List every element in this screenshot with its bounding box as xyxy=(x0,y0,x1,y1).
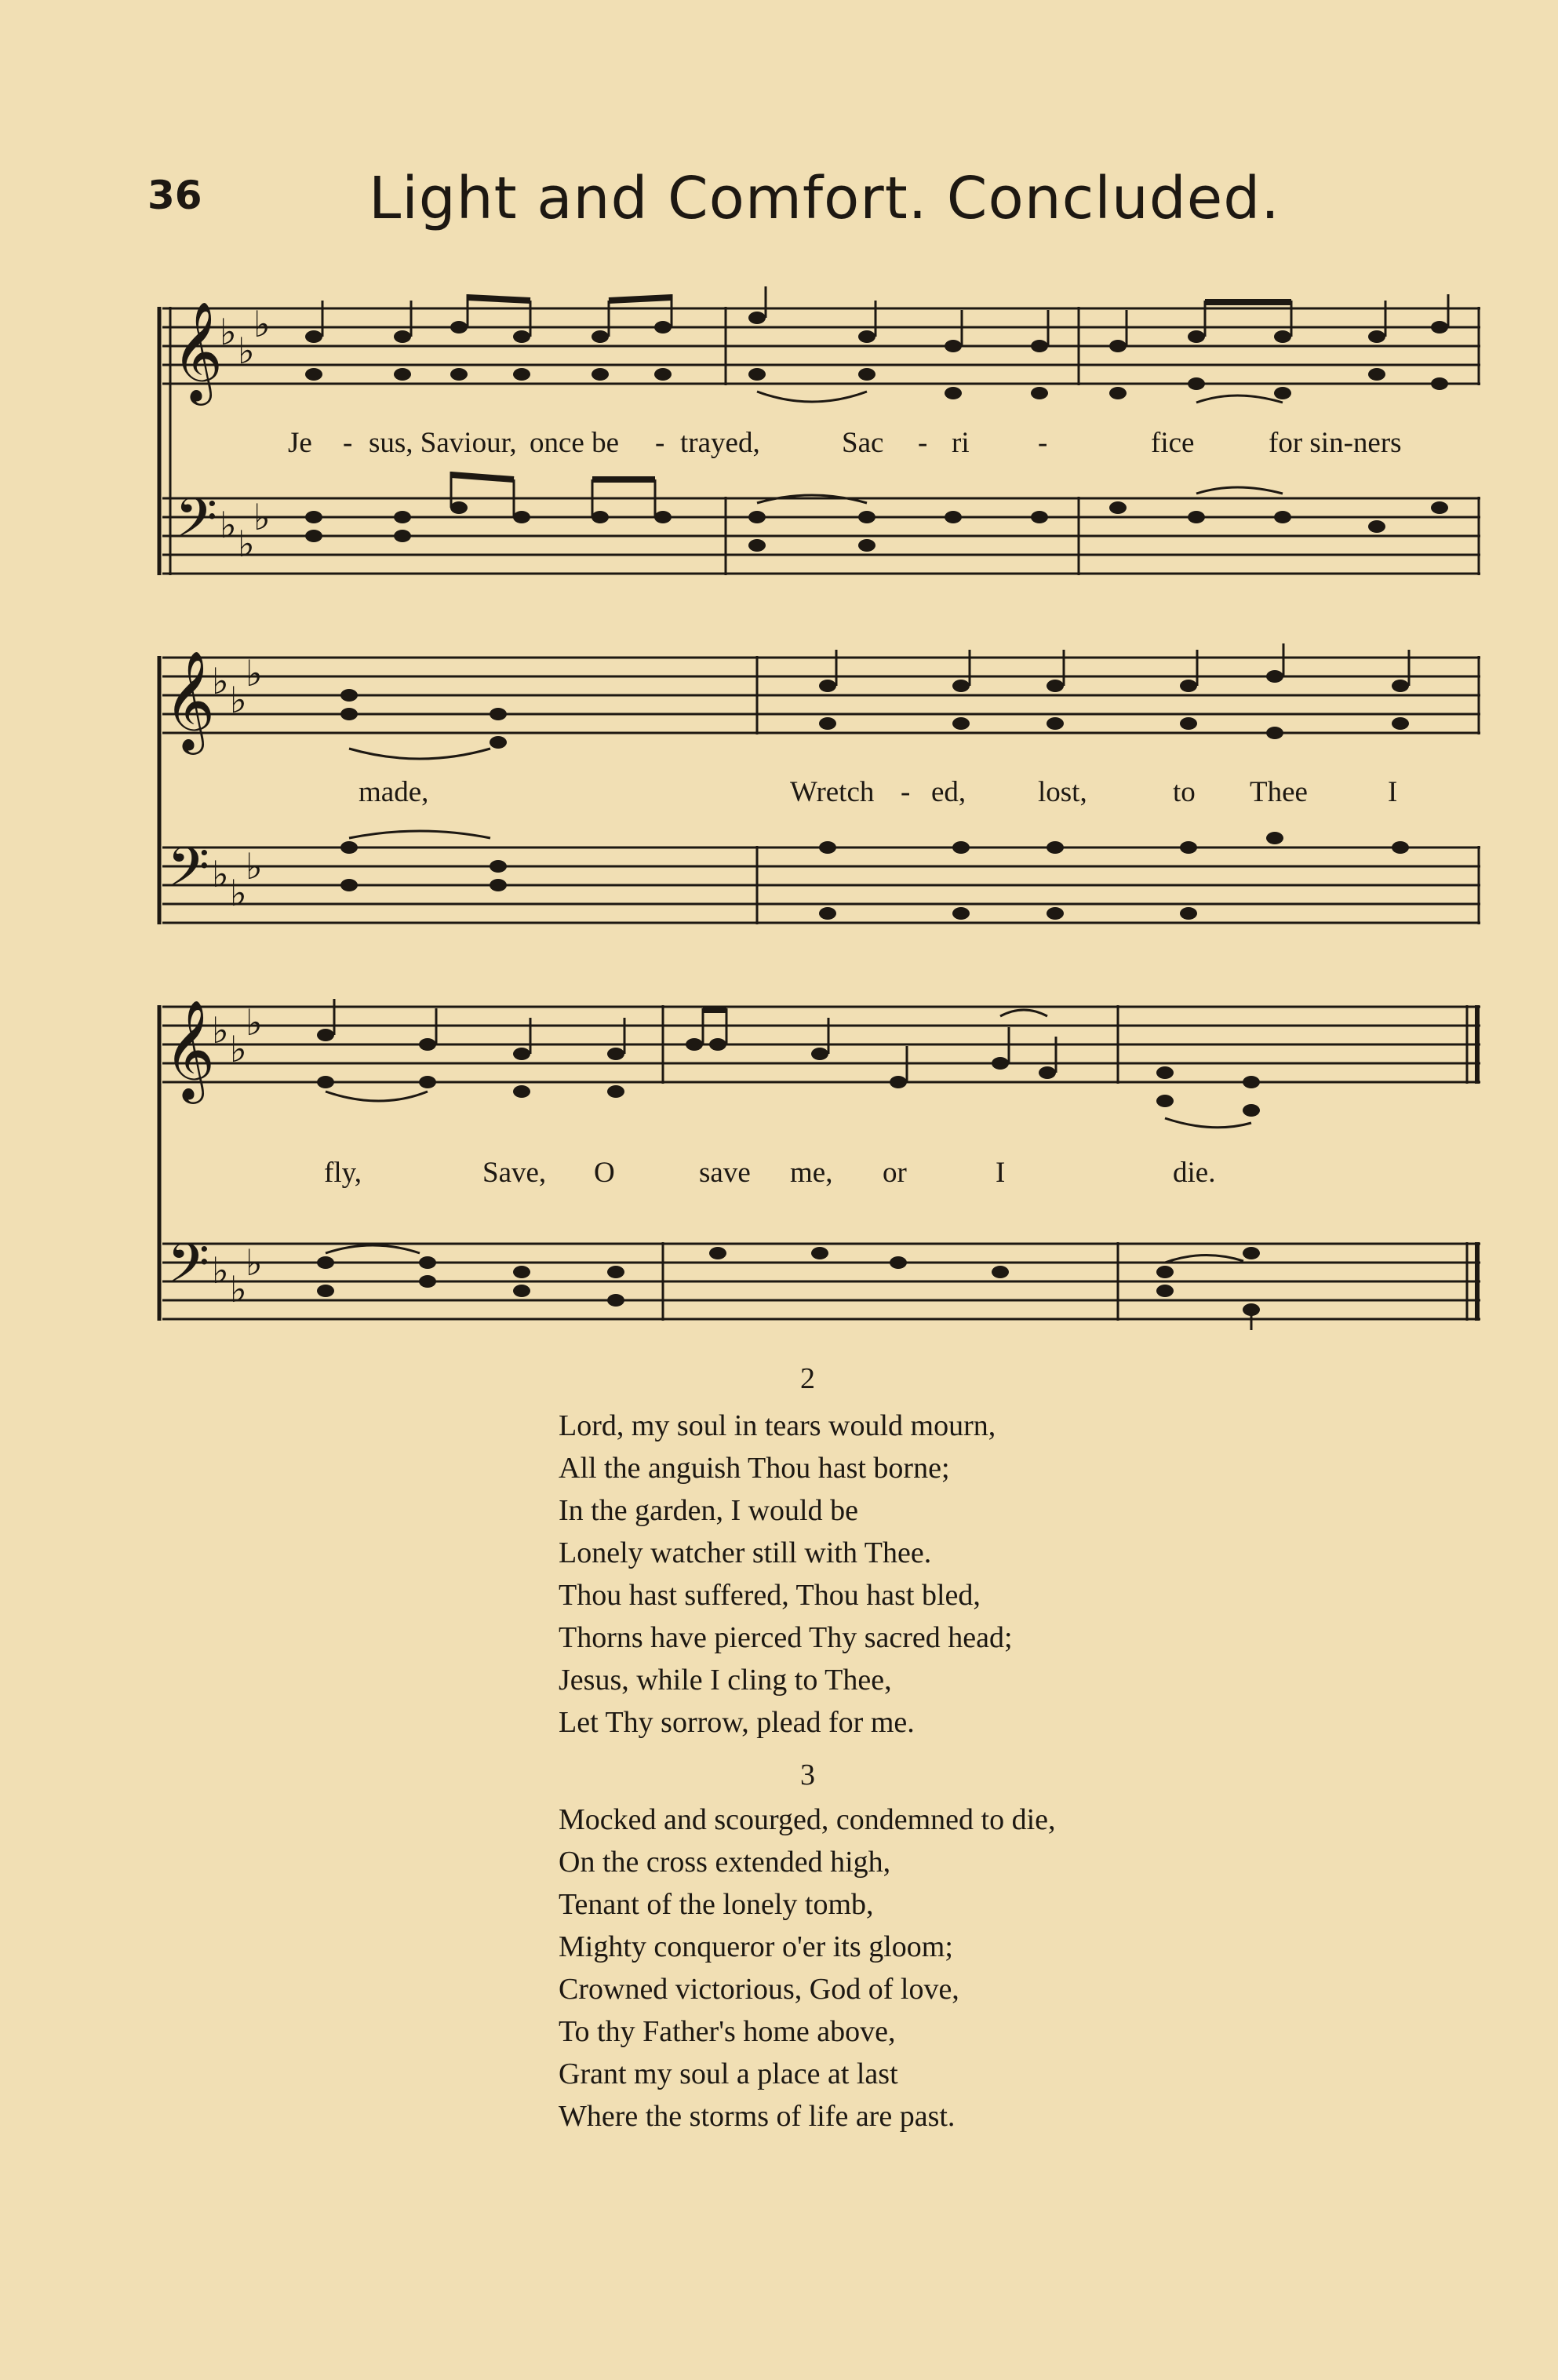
music-system-3 xyxy=(153,985,1487,1330)
svg-text:♭: ♭ xyxy=(246,1241,263,1284)
verse-line: Thou hast suffered, Thou hast bled, xyxy=(559,1579,981,1612)
svg-text:𝄢: 𝄢 xyxy=(167,835,210,912)
svg-text:♭: ♭ xyxy=(253,303,271,345)
svg-text:♭: ♭ xyxy=(220,504,237,546)
verse-line: Grant my soul a place at last xyxy=(559,2057,898,2090)
svg-text:♭: ♭ xyxy=(220,311,237,353)
verse-line: All the anguish Thou hast borne; xyxy=(559,1452,950,1485)
lyric-syllable: O xyxy=(594,1157,615,1189)
lyric-syllable: or xyxy=(883,1157,907,1189)
lyric-syllable: fice xyxy=(1151,427,1195,459)
verse-line: Tenant of the lonely tomb, xyxy=(559,1888,874,1921)
svg-text:♭: ♭ xyxy=(253,496,271,538)
svg-text:♭: ♭ xyxy=(212,1009,229,1052)
verse-line: In the garden, I would be xyxy=(559,1494,858,1527)
lyric-hyphen: - xyxy=(918,427,928,459)
lyric-syllable: trayed, xyxy=(680,427,760,459)
lyric-syllable: Thee xyxy=(1250,776,1308,808)
verse-line: On the cross extended high, xyxy=(559,1846,891,1879)
lyric-syllable: lost, xyxy=(1038,776,1087,808)
lyric-hyphen: - xyxy=(343,427,353,459)
verse-line: Mighty conqueror o'er its gloom; xyxy=(559,1930,953,1963)
lyric-syllable: made, xyxy=(359,776,429,808)
svg-text:♭: ♭ xyxy=(230,872,247,914)
lyric-hyphen: - xyxy=(901,776,911,808)
verse-line: Lord, my soul in tears would mourn, xyxy=(559,1409,996,1442)
lyric-syllable: save xyxy=(699,1157,751,1189)
svg-text:♭: ♭ xyxy=(212,853,229,895)
lyric-syllable: fly, xyxy=(324,1157,362,1189)
verse-line: To thy Father's home above, xyxy=(559,2015,896,2048)
verse-line: Mocked and scourged, condemned to die, xyxy=(559,1803,1056,1836)
lyric-syllable: sus, Saviour, xyxy=(369,427,517,459)
verse-line: Let Thy sorrow, plead for me. xyxy=(559,1706,915,1739)
lyric-syllable: die. xyxy=(1173,1157,1216,1189)
lyric-syllable: Sac xyxy=(842,427,884,459)
music-system-1 xyxy=(153,286,1487,592)
verse-line: Where the storms of life are past. xyxy=(559,2100,956,2133)
verse-number: 3 xyxy=(800,1759,815,1791)
page-number: 36 xyxy=(147,173,202,218)
verse-line: Crowned victorious, God of love, xyxy=(559,1973,959,2006)
verse-2-text xyxy=(559,1405,1013,1744)
music-system-2 xyxy=(153,636,1487,942)
svg-text:𝄞: 𝄞 xyxy=(164,999,216,1099)
svg-text:♭: ♭ xyxy=(230,679,247,721)
lyric-syllable: Je xyxy=(288,427,312,459)
svg-text:𝄢: 𝄢 xyxy=(167,1231,210,1308)
lyric-syllable: me, xyxy=(790,1157,833,1189)
lyric-syllable: I xyxy=(996,1157,1006,1189)
lyric-syllable: I xyxy=(1388,776,1398,808)
lyric-hyphen: - xyxy=(1038,427,1048,459)
verse-line: Jesus, while I cling to Thee, xyxy=(559,1664,892,1697)
lyric-syllable: once be xyxy=(530,427,620,459)
page-title: Light and Comfort. Concluded. xyxy=(369,165,1280,232)
svg-text:𝄞: 𝄞 xyxy=(172,301,224,401)
verse-line: Thorns have pierced Thy sacred head; xyxy=(559,1621,1013,1654)
svg-text:♭: ♭ xyxy=(238,523,255,565)
svg-text:♭: ♭ xyxy=(230,1028,247,1070)
svg-text:♭: ♭ xyxy=(246,845,263,887)
lyric-syllable: ed, xyxy=(931,776,966,808)
svg-text:♭: ♭ xyxy=(246,652,263,694)
verse-line: Lonely watcher still with Thee. xyxy=(559,1536,932,1569)
svg-text:𝄢: 𝄢 xyxy=(175,486,218,563)
lyric-syllable: Save, xyxy=(482,1157,547,1189)
svg-text:♭: ♭ xyxy=(212,1249,229,1292)
lyric-syllable: for sin-ners xyxy=(1269,427,1402,459)
verse-number: 2 xyxy=(800,1362,815,1395)
verse-3-text xyxy=(559,1799,1056,2138)
svg-text:𝄞: 𝄞 xyxy=(164,650,216,750)
svg-text:♭: ♭ xyxy=(246,1001,263,1044)
svg-text:♭: ♭ xyxy=(230,1268,247,1310)
svg-text:♭: ♭ xyxy=(212,660,229,702)
lyric-syllable: Wretch xyxy=(790,776,875,808)
svg-text:♭: ♭ xyxy=(238,330,255,372)
lyric-syllable: to xyxy=(1173,776,1196,808)
lyric-hyphen: - xyxy=(655,427,665,459)
lyric-syllable: ri xyxy=(952,427,970,459)
